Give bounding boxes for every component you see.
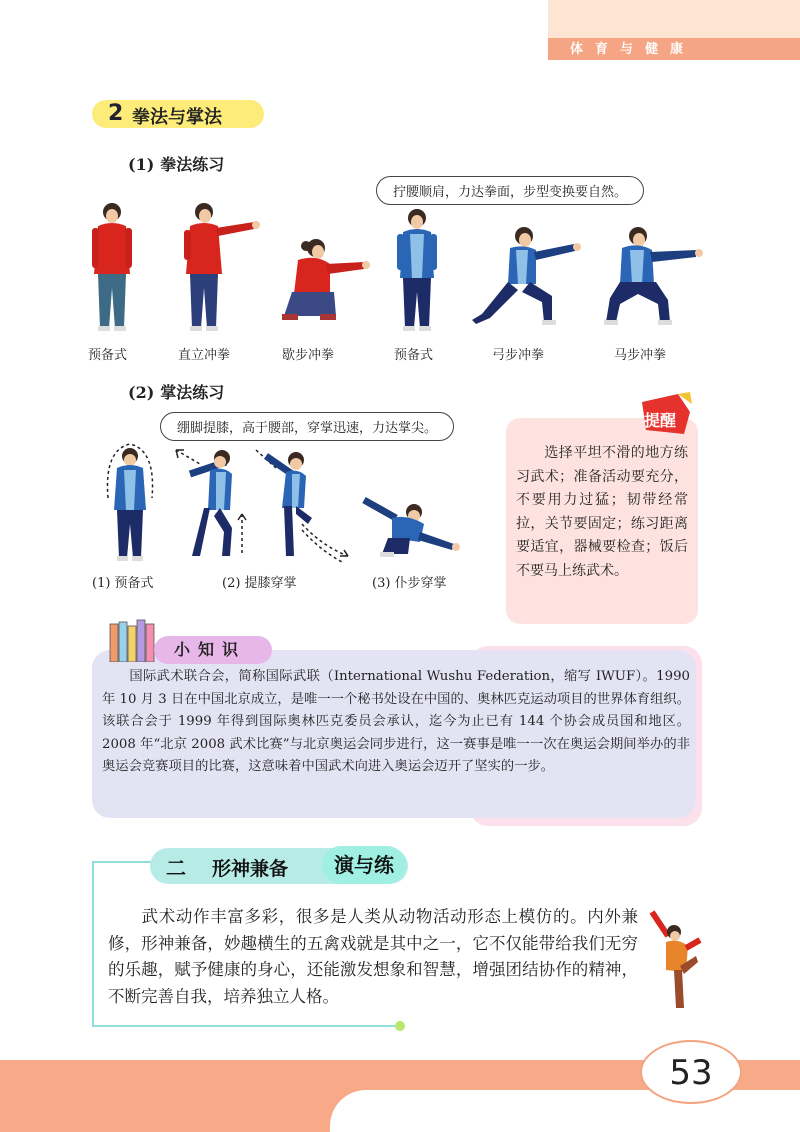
figure-martial-pose	[648, 908, 704, 1012]
figure-palm-knee-lift-2	[252, 444, 358, 568]
knowledge-text: 国际武术联合会，简称国际武联（International Wushu Federation，缩写 IWUF）。1990 年 10 月 3 日在中国北京成立，是唯一一个秘书处设在中国的、奥林匹克运动项目的世界体育组织。该联合会于 1999 年得到国际奥林匹克委员会承认，迄今为止已有 144 个协会成员国和地区。2008 年“北京 2008 武术比赛”与北京奥运会同步进行，这一赛事是唯一一次在奥运会期间举办的非奥运会竞赛项目的比赛，这意味着中国武术向进入奥运会迈开了坚实的一步。	[102, 669, 690, 774]
page-number: 53	[640, 1040, 742, 1104]
figure-fist-standing-punch	[180, 196, 262, 334]
figure-fist-horse-stance	[598, 222, 708, 328]
figure-fist-ready-blue	[392, 204, 442, 334]
fist-caption: 弓步冲拳	[492, 348, 545, 363]
palm-caption: (3) 仆步穿掌	[372, 576, 447, 591]
section-frame-dot	[395, 1021, 405, 1031]
figure-fist-bow-stance	[462, 222, 584, 328]
palm-tip-bubble: 绷脚提膝，高于腰部，穿掌迅速，力达掌尖。	[160, 412, 454, 441]
figure-palm-ready	[102, 440, 158, 564]
section-frame-line	[92, 861, 94, 1027]
books-icon	[108, 618, 158, 662]
reminder-tag-label: 提醒	[644, 411, 677, 430]
footer-white-shape	[330, 1090, 800, 1132]
fist-caption: 马步冲拳	[614, 348, 667, 363]
figure-fist-ready-red	[86, 196, 138, 334]
section-two-number: 二	[166, 856, 186, 880]
section-frame-line	[92, 861, 152, 863]
section-two-text: 武术动作丰富多彩，很多是人类从动物活动形态上模仿的。内外兼修，形神兼备，妙趣横生的五禽戏就是其中之一，它不仅能带给我们无穷的乐趣，赋予健康的身心，还能激发想象和智慧，增强团结协作的精神，不断完善自我，培养独立人格。	[108, 907, 638, 1006]
book-title: 体育与健康	[570, 42, 696, 57]
reminder-text: 选择平坦不滑的地方练习武术；准备活动要充分，不要用力过猛；韧带经常拉，关节要固定；练习距离要适宜，器械要检查；饭后不要马上练武术。	[516, 445, 688, 579]
section-two-title: 形神兼备	[212, 858, 289, 880]
fist-tip-bubble: 拧腰顺肩，力达拳面，步型变换要自然。	[376, 176, 644, 205]
palm-caption: (1) 预备式	[92, 576, 154, 591]
figure-palm-knee-lift-1	[170, 444, 248, 564]
figure-palm-crouch-step	[362, 484, 462, 560]
fist-caption: 直立冲拳	[178, 348, 231, 363]
palm-caption: (2) 提膝穿掌	[222, 576, 297, 591]
fist-caption: 歇步冲拳	[282, 348, 335, 363]
knowledge-label: 小知识	[154, 636, 272, 664]
header-band	[548, 0, 800, 60]
figure-fist-crouch-punch	[276, 232, 372, 324]
section-frame-line	[92, 1025, 400, 1027]
section-title: 拳法与掌法	[132, 107, 222, 128]
fist-caption: 预备式	[88, 348, 128, 363]
header-stripe	[548, 38, 800, 60]
fist-practice-heading: (1) 拳法练习	[128, 155, 225, 174]
palm-practice-heading: (2) 掌法练习	[128, 383, 225, 402]
section-heading	[92, 100, 264, 128]
section-two-highlight: 演与练	[322, 846, 406, 884]
fist-caption: 预备式	[394, 348, 434, 363]
section-number: 2	[108, 101, 124, 126]
